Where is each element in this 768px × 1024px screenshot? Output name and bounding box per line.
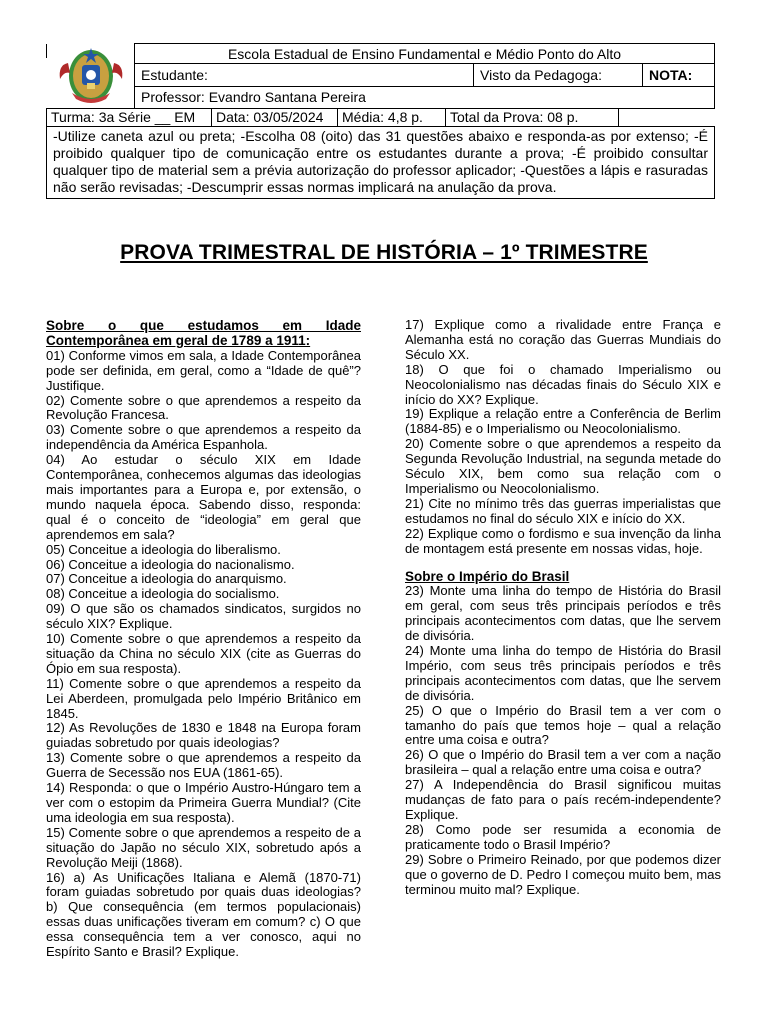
media-field: Média: 4,8 p. (337, 108, 445, 127)
question-item: 03) Comente sobre o que aprendemos a respeito da independência da América Espanhola. (46, 422, 361, 453)
school-name: Escola Estadual de Ensino Fundamental e Médio Ponto do Alto (135, 44, 715, 64)
question-item: 24) Monte uma linha do tempo de História do Brasil Império, com seus três principais períodos e três principais acontecimentos com datas, que lhe servem de divisória. (405, 643, 721, 703)
question-item: 28) Como pode ser resumida a economia de praticamente todo o Brasil Império? (405, 821, 721, 852)
question-item: 23) Monte uma linha do tempo de História do Brasil em geral, com seus três principais períodos e três principais acontecimentos com datas, que lhe servem de divisória. (405, 583, 721, 644)
exam-rules: -Utilize caneta azul ou preta; -Escolha 08 (oito) das 31 questões abaixo e responda-as por extenso; -É proibido qualquer tipo de comunicação entre os estudantes durante a prova; -É proibido consultar qualquer tipo de material sem a prévia autorização do professor aplicador; -Questões a lápis e rasuradas não serão revisadas; -Descumprir essas normas implicará na anulação da prova. (46, 126, 715, 199)
question-item: 22) Explique como o fordismo e sua invenção da linha de montagem está presente em nossas vidas, hoje. (405, 525, 721, 556)
question-item: 26) O que o Império do Brasil tem a ver com a nação brasileira – qual a relação entre uma coisa e outra? (405, 747, 721, 778)
date-field: Data: 03/05/2024 (211, 108, 337, 127)
question-item: 13) Comente sobre o que aprendemos a respeito da Guerra de Secessão nos EUA (1861-65). (46, 750, 361, 781)
header-table (46, 43, 715, 109)
question-item: 29) Sobre o Primeiro Reinado, por que podemos dizer que o governo de D. Pedro I começou muito bem, mas terminou muito mal? Explique. (405, 851, 721, 897)
question-item: 17) Explique como a rivalidade entre França e Alemanha está no coração das Guerras Mundiais do Século XX. (405, 317, 721, 362)
question-item: 20) Comente sobre o que aprendemos a respeito da Segunda Revolução Industrial, na segunda metade do Século XIX, bem como sua relação com o Imperialismo ou Neocolonialismo. (405, 436, 721, 496)
question-item: 18) O que foi o chamado Imperialismo ou Neocolonialismo nas décadas finais do Século XIX e início do XX? Explique. (405, 361, 721, 407)
visto-pedagoga-field: Visto da Pedagoga: (474, 64, 643, 87)
school-logo-cell (46, 44, 135, 109)
question-item: 15) Comente sobre o que aprendemos a respeito de a situação do Japão no século XIX, sobretudo após a Revolução Meiji (1868). (46, 824, 361, 870)
question-item: 05) Conceitue a ideologia do liberalismo. (46, 541, 281, 557)
question-item: 12) As Revoluções de 1830 e 1848 na Europa foram guiadas sobretudo por quais ideologias? (46, 720, 361, 751)
nota-field: NOTA: (643, 64, 715, 87)
exam-info-row (46, 108, 619, 125)
state-coat-of-arms-icon (54, 45, 128, 107)
question-item: 07) Conceitue a ideologia do anarquismo. (46, 571, 287, 587)
section-title-contemporanea: Sobre o que estudamos em Idade Contemporânea em geral de 1789 a 1911: (46, 318, 361, 348)
question-item: 08) Conceitue a ideologia do socialismo. (46, 586, 280, 602)
student-field: Estudante: (135, 64, 474, 87)
professor-field: Professor: Evandro Santana Pereira (135, 86, 715, 108)
question-item: 09) O que são os chamados sindicatos, surgidos no século XIX? Explique. (46, 601, 361, 632)
question-item: 06) Conceitue a ideologia do nacionalismo. (46, 556, 295, 572)
question-item: 02) Comente sobre o que aprendemos a respeito da Revolução Francesa. (46, 392, 361, 423)
question-item: 14) Responda: o que o Império Austro-Húngaro tem a ver com o estopim da Primeira Guerra Mundial? (Cite uma ideologia em sua resposta). (46, 780, 361, 825)
question-item: 16) a) As Unificações Italiana e Alemã (1870-71) foram guiadas sobretudo por quais duas ideologias? b) Que consequência (em termos populacionais) essas duas unificações tiveram em comum? c) O que essa consequência tem a ver conosco, aqui no Espírito Santo e Brasil? Explique. (46, 869, 361, 960)
question-item: 21) Cite no mínimo três das guerras imperialistas que estudamos no final do século XIX e início do XX. (405, 495, 721, 526)
total-field: Total da Prova: 08 p. (445, 108, 619, 127)
question-item: 25) O que o Império do Brasil tem a ver com o tamanho do país que temos hoje – qual a relação entre uma coisa e outra? (405, 702, 721, 748)
question-item: 01) Conforme vimos em sala, a Idade Contemporânea pode ser definida, em geral, como a “Idade de quê”? Justifique. (46, 347, 361, 393)
question-item: 27) A Independência do Brasil significou muitas mudanças de fato para o país recém-independente? Explique. (405, 777, 721, 822)
question-item: 10) Comente sobre o que aprendemos a respeito da situação da China no século XIX (cite as Guerras do Ópio em sua resposta). (46, 631, 361, 676)
question-item: 19) Explique a relação entre a Conferência de Berlim (1884-85) e o Imperialismo ou Neocolonialismo. (405, 406, 721, 437)
left-column (46, 319, 361, 960)
page-title: PROVA TRIMESTRAL DE HISTÓRIA – 1º TRIMESTRE (120, 241, 648, 264)
question-item: 11) Comente sobre o que aprendemos a respeito da Lei Aberdeen, promulgada pelo Império Britânico em 1845. (46, 675, 361, 721)
turma-field: Turma: 3a Série __ EM (46, 108, 211, 127)
right-column (405, 318, 721, 897)
section-title-imperio: Sobre o Império do Brasil (405, 568, 570, 584)
question-item: 04) Ao estudar o século XIX em Idade Contemporânea, conhecemos algumas das ideologias mais importantes para a Europa e, por extensão, o mundo naquela época. Sabendo disso, responda: qual é o conceito de “ideologia” em geral que aprendemos em sala? (46, 452, 361, 542)
